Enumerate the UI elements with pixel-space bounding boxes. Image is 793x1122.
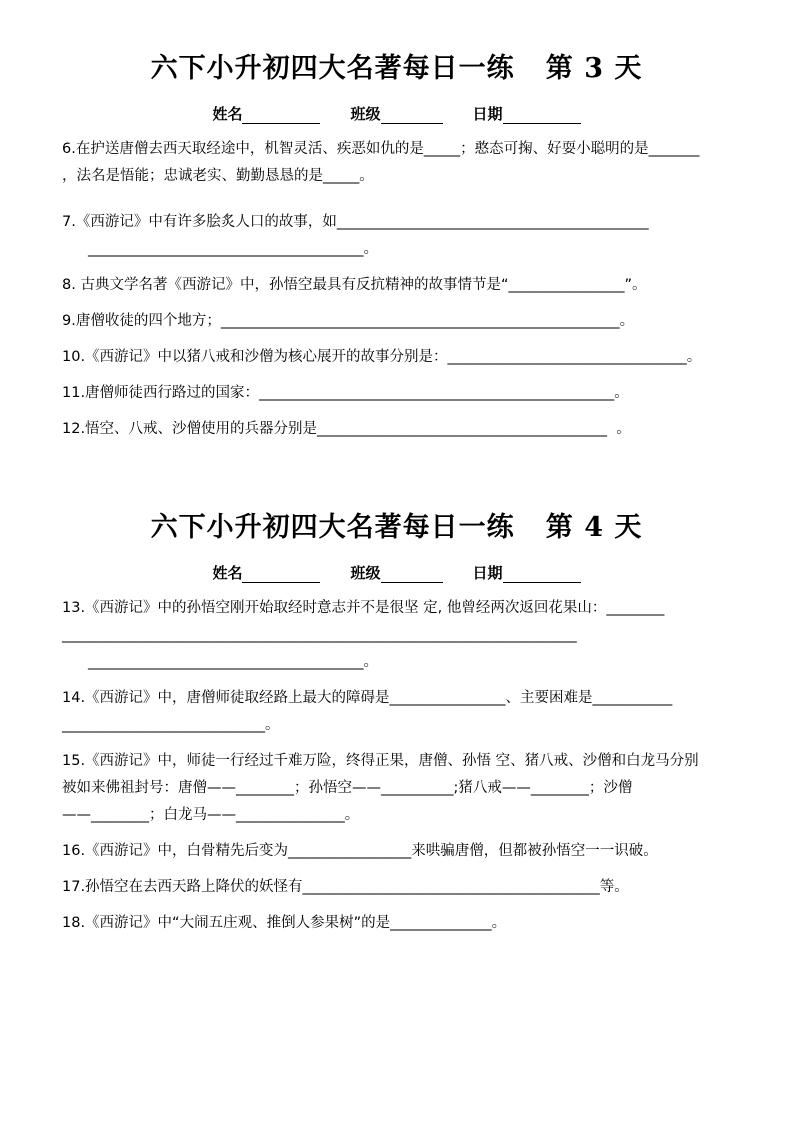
page-title-day3: 六下小升初四大名著每日一练 第 3 天	[150, 53, 643, 84]
date-blank[interactable]	[503, 568, 581, 583]
name-label: 姓名	[212, 564, 243, 582]
name-field[interactable]	[212, 562, 320, 583]
question-line: 13.《西游记》中的孙悟空刚开始取经时意志并不是很坚 定, 他曾经两次返回花果山：________	[62, 600, 665, 616]
question-line: 12.悟空、八戒、沙僧使用的兵器分别是________________________________________ 。	[62, 421, 631, 437]
question-line: 17.孙悟空在去西天路上降伏的妖怪有_________________________________________等。	[62, 879, 629, 895]
name-blank[interactable]	[242, 568, 320, 583]
class-field[interactable]	[350, 103, 442, 124]
question-item	[62, 136, 731, 190]
question-item	[62, 910, 731, 937]
question-item	[62, 344, 731, 371]
name-label: 姓名	[212, 105, 243, 123]
question-line: 6.在护送唐僧去西天取经途中，机智灵活、疾恶如仇的是_____；憨态可掬、好耍小聪明的是_______	[62, 141, 700, 157]
question-line: 11.唐僧师徒西行路过的国家：_________________________________________________。	[62, 385, 629, 401]
class-blank[interactable]	[381, 568, 443, 583]
page-title-day4: 六下小升初四大名著每日一练 第 4 天	[150, 512, 643, 543]
question-item	[62, 838, 731, 865]
date-field[interactable]	[473, 103, 581, 124]
date-field[interactable]	[473, 562, 581, 583]
class-label: 班级	[350, 564, 381, 582]
question-item	[62, 272, 731, 299]
class-blank[interactable]	[381, 109, 443, 124]
name-field[interactable]	[212, 103, 320, 124]
question-item	[62, 874, 731, 901]
question-line: 16.《西游记》中，白骨精先后变为_________________来哄骗唐僧，但都被孙悟空一一识破。	[62, 843, 658, 859]
question-line: 18.《西游记》中“大闹五庄观、推倒人参果树”的是______________。	[62, 915, 507, 931]
question-item	[62, 685, 731, 739]
student-meta-row-day4	[62, 562, 731, 583]
class-field[interactable]	[350, 562, 442, 583]
worksheet-section-day4	[62, 505, 731, 937]
question-line: ______________________________________。	[88, 654, 378, 670]
date-label: 日期	[472, 564, 503, 582]
question-line: ____________________________。	[62, 717, 280, 733]
question-line: 被如来佛祖封号：唐僧——________；孙悟空——__________;猪八戒——________；沙僧	[62, 780, 633, 796]
question-line: 14.《西游记》中，唐僧师徒取经路上最大的障碍是________________、主要困难是___________	[62, 690, 673, 706]
worksheet-section-day3	[62, 46, 731, 443]
question-line: 10.《西游记》中以猪八戒和沙僧为核心展开的故事分别是：_________________________________。	[62, 349, 702, 365]
name-blank[interactable]	[242, 109, 320, 124]
question-item	[62, 748, 731, 829]
question-line: 9.唐僧收徒的四个地方；_______________________________________________________。	[62, 313, 635, 329]
date-label: 日期	[472, 105, 503, 123]
question-line: ，法名是悟能；忠诚老实、勤勤恳恳的是_____。	[62, 168, 374, 184]
question-item	[62, 595, 731, 676]
question-line: 8. 古典文学名著《西游记》中，孙悟空最具有反抗精神的故事情节是“________________”。	[62, 277, 647, 293]
question-line: 7.《西游记》中有许多脍炙人口的故事，如___________________________________________	[62, 214, 649, 230]
date-blank[interactable]	[503, 109, 581, 124]
question-line: ——________；白龙马——_______________。	[62, 807, 360, 823]
student-meta-row-day3	[62, 103, 731, 124]
spacer	[62, 190, 731, 200]
question-line: _______________________________________________________________________	[62, 627, 577, 643]
question-item	[62, 416, 731, 443]
question-line: 15.《西游记》中，师徒一行经过千难万险，终得正果，唐僧、孙悟 空、猪八戒、沙僧和白龙马分别	[62, 753, 699, 769]
section-spacer	[62, 443, 731, 489]
question-line: ______________________________________。	[88, 241, 378, 257]
question-item	[62, 209, 731, 263]
class-label: 班级	[350, 105, 381, 123]
question-item	[62, 380, 731, 407]
question-item	[62, 308, 731, 335]
